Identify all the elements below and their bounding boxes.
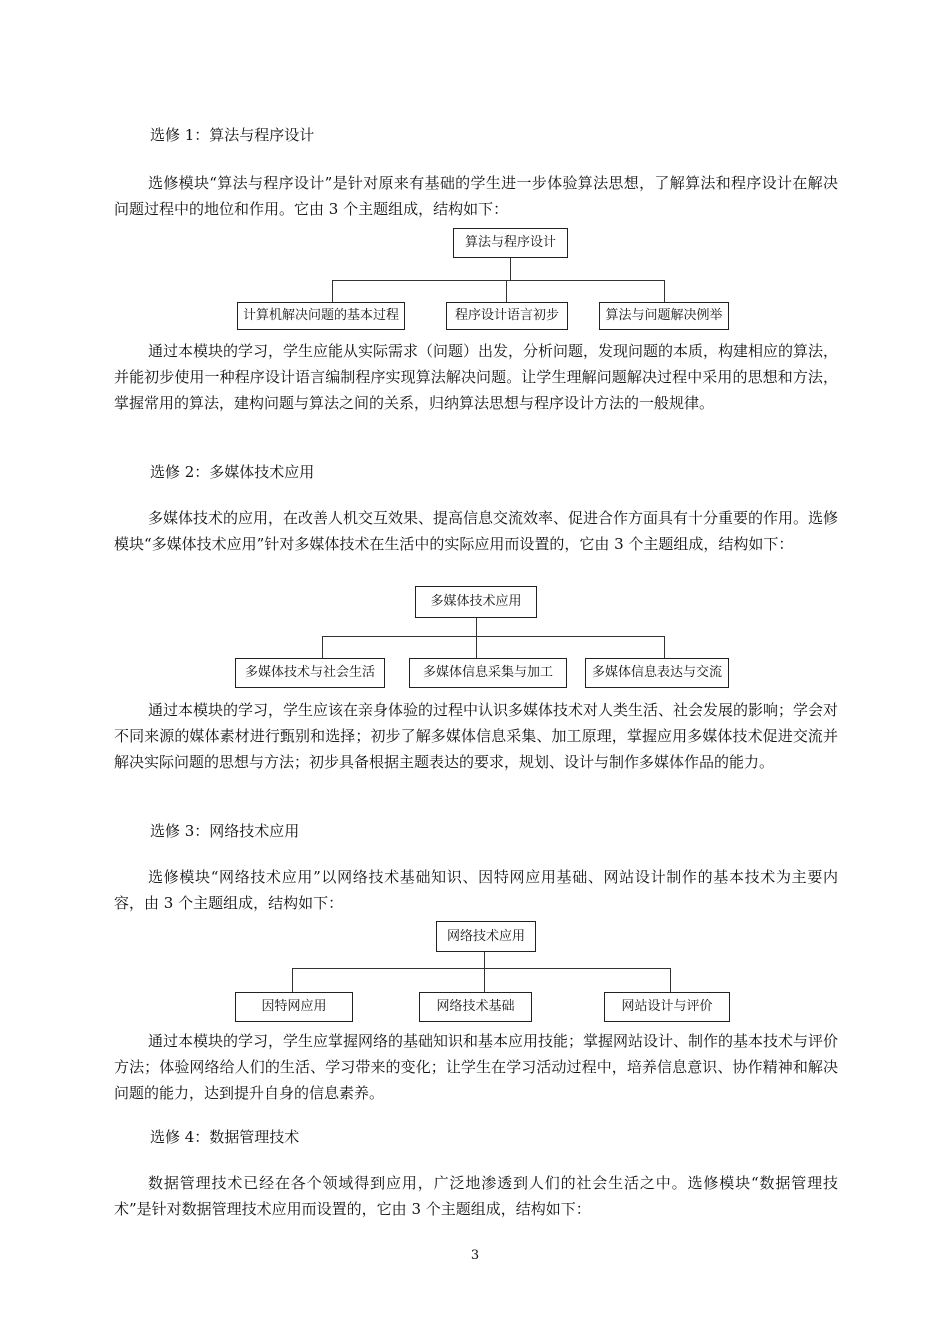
section-1-heading: 选修 1：算法与程序设计 [150, 126, 315, 144]
diagram-1-connector [510, 258, 511, 280]
section-4-heading: 选修 4：数据管理技术 [150, 1128, 300, 1146]
diagram-2-connector [476, 618, 477, 636]
diagram-3-connector [670, 968, 671, 992]
diagram-2-connector [664, 636, 665, 658]
diagram-1-child: 计算机解决问题的基本过程 [237, 302, 405, 330]
diagram-3-connector [292, 968, 671, 969]
diagram-3-root: 网络技术应用 [436, 921, 536, 952]
diagram-1-connector [332, 280, 333, 302]
diagram-2-root: 多媒体技术应用 [415, 586, 537, 618]
diagram-2-child: 多媒体信息表达与交流 [585, 658, 729, 688]
diagram-1-root: 算法与程序设计 [453, 228, 568, 258]
diagram-2-connector [322, 636, 665, 637]
section-3-intro: 选修模块“网络技术应用”以网络技术基础知识、因特网应用基础、网站设计制作的基本技术为主要内容，由 3 个主题组成，结构如下： [114, 868, 838, 912]
section-3-summary: 通过本模块的学习，学生应掌握网络的基础知识和基本应用技能；掌握网站设计、制作的基本技术与评价方法；体验网络给人们的生活、学习带来的变化；让学生在学习活动过程中，培养信息意识、协作精神和解决问题的能力，达到提升自身的信息素养。 [114, 1032, 839, 1102]
diagram-3-connector [484, 968, 485, 992]
section-2-heading: 选修 2：多媒体技术应用 [150, 463, 315, 481]
page-number: 3 [470, 1248, 480, 1263]
diagram-1-connector [332, 280, 665, 281]
section-3-heading: 选修 3：网络技术应用 [150, 822, 300, 840]
diagram-1-connector [664, 280, 665, 302]
section-1-intro: 选修模块“算法与程序设计”是针对原来有基础的学生进一步体验算法思想，了解算法和程序设计在解决问题过程中的地位和作用。它由 3 个主题组成，结构如下： [114, 174, 838, 218]
section-4-intro: 数据管理技术已经在各个领域得到应用，广泛地渗透到人们的社会生活之中。选修模块“数据管理技术”是针对数据管理技术应用而设置的，它由 3 个主题组成，结构如下： [114, 1174, 838, 1218]
section-2-intro: 多媒体技术的应用，在改善人机交互效果、提高信息交流效率、促进合作方面具有十分重要的作用。选修模块“多媒体技术应用”针对多媒体技术在生活中的实际应用而设置的，它由 3 个主题组成，结构如下： [114, 509, 839, 553]
diagram-2-connector [476, 636, 477, 658]
diagram-3-child: 网站设计与评价 [604, 992, 730, 1022]
diagram-2-child: 多媒体信息采集与加工 [409, 658, 567, 688]
diagram-3-child: 网络技术基础 [419, 992, 532, 1022]
diagram-1-child: 程序设计语言初步 [446, 302, 568, 330]
section-1-summary: 通过本模块的学习，学生应能从实际需求（问题）出发，分析问题，发现问题的本质，构建相应的算法，并能初步使用一种程序设计语言编制程序实现算法解决问题。让学生理解问题解决过程中采用的思想和方法，掌握常用的算法，建构问题与算法之间的关系，归纳算法思想与程序设计方法的一般规律。 [114, 342, 839, 412]
diagram-3-connector [484, 952, 485, 968]
diagram-3-connector [292, 968, 293, 992]
diagram-1-child: 算法与问题解决例举 [599, 302, 729, 330]
diagram-3-child: 因特网应用 [235, 992, 353, 1022]
diagram-2-child: 多媒体技术与社会生活 [235, 658, 385, 688]
diagram-2-connector [322, 636, 323, 658]
diagram-1-connector [506, 280, 507, 302]
section-2-summary: 通过本模块的学习，学生应该在亲身体验的过程中认识多媒体技术对人类生活、社会发展的影响；学会对不同来源的媒体素材进行甄别和选择；初步了解多媒体信息采集、加工原理，掌握应用多媒体技术促进交流并解决实际问题的思想与方法；初步具备根据主题表达的要求，规划、设计与制作多媒体作品的能力。 [114, 701, 839, 771]
